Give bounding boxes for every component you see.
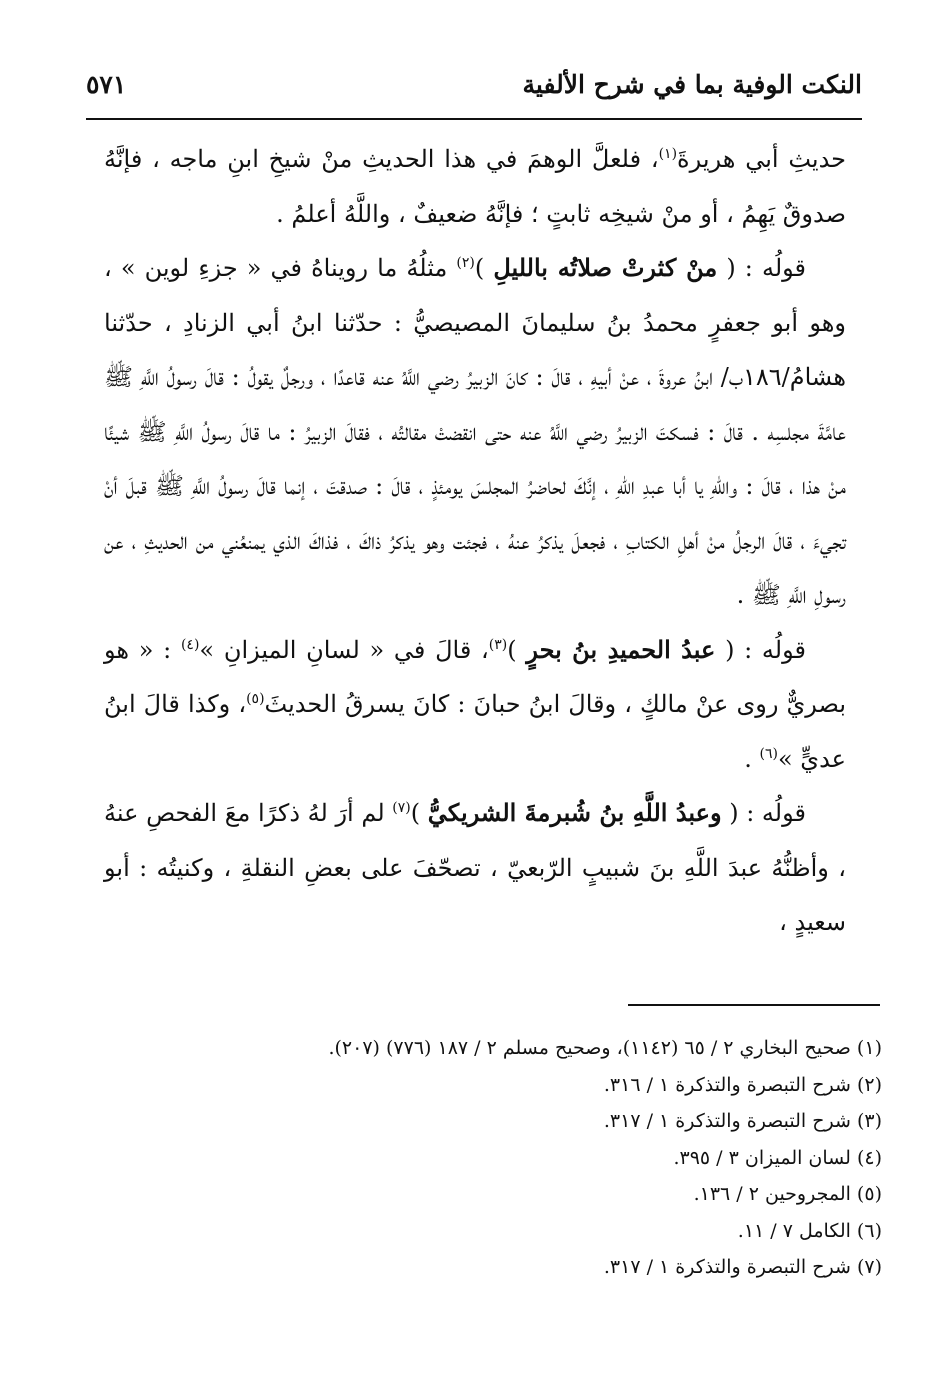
footnote-ref-2: (٢) bbox=[456, 255, 475, 271]
footnote-ref-1: (١) bbox=[658, 146, 678, 162]
page-number: ٥٧١ bbox=[86, 70, 127, 99]
footnote-ref-5: (٥) bbox=[246, 691, 265, 707]
lemma-2: منْ كثرتْ صلاتُه بالليلِ bbox=[493, 253, 718, 282]
paragraph-2: قولُه : ( منْ كثرتْ صلاتُه بالليلِ )$^{(٢)}$ مثلُهُ ما رويناهُ في « جزءِ لوين » ، وهو أبو جعفرٍ محمدُ بنُ سليمانَ المصيصيُّ : حدّثنا ابنُ أبي الزنادِ ، حدّثنا هشامُ/١٨٦ب/ ابنُ عروةَ ، عنْ أبيهِ ، قالَ : كانَ الزبيرُ رضي اللَّهُ عنه قاعدًا ، ورجلٌ يقولُ : قالَ رسولُ اللَّهِ ﷺ عامَّةَ مجلسِه . قالَ : فسكتَ الزبيرُ رضي اللَّهُ عنه حتى انقضتْ مقالتُه ، فقالَ الزبيرُ : ما قالَ رسولُ اللَّهِ ﷺ شيئًا منْ هذا ، قالَ : واللهِ يا أبا عبدِ اللهِ ، إنَّكَ لحاضرُ المجلسَ يومئذٍ ، قالَ : صدقتَ ، إنما قالَ رسولُ اللَّهِ ﷺ قبلَ أنْ تجيءَ ، قالَ الرجلُ منْ أهلِ الكتابِ ، فجعلَ يذكرُ عنهُ ، فجئت وهو يذكرُ ذاكَ ، فذاكَ الذي يمنعُني من الحديثِ ، عن رسولِ اللَّهِ ﷺ . bbox=[104, 253, 846, 609]
footnote-ref-3: (٣) bbox=[488, 636, 508, 653]
footnote-7: (٧) شرح التبصرة والتذكرة ١ / ٣١٧. bbox=[603, 1256, 882, 1278]
footnote-3: (٣) شرح التبصرة والتذكرة ١ / ٣١٧. bbox=[603, 1110, 882, 1132]
page-header bbox=[86, 58, 862, 118]
running-title: النكت الوفية بما في شرح الألفية bbox=[522, 70, 862, 99]
footnote-2: (٢) شرح التبصرة والتذكرة ١ / ٣١٦. bbox=[603, 1073, 882, 1096]
paragraph-4: قولُه : ( وعبدُ اللَّهِ بنُ شُبرمةَ الشريكيُّ )$^{(٧)}$ لم أرَ لهُ ذكرًا معَ الفحصِ عنهُ ، وأظنُّهُ عبدَ اللَّهِ بنَ شبيبٍ الرّبعيّ ، تصحّفَ على بعضِ النقلةِ ، وكنيتُه : أبو سعيدٍ ، bbox=[104, 798, 846, 936]
footnote-5: (٥) المجروحين ٢ / ١٣٦. bbox=[693, 1183, 882, 1205]
header-rule bbox=[86, 118, 862, 120]
footnote-ref-4: (٤) bbox=[180, 636, 200, 653]
paragraph-1: حديثِ أبي هريرةَ$^{(١)}$، فلعلَّ الوهمَ في هذا الحديثِ منْ شيخِ ابنِ ماجه ، فإنَّهُ صدوقٌ يَهِمُ ، أو منْ شيخِه ثابتٍ ؛ فإنَّهُ ضعيفٌ ، واللَّهُ أعلمُ . bbox=[104, 145, 846, 228]
body-text bbox=[104, 132, 846, 950]
footnote-ref-7: (٧) bbox=[392, 800, 411, 816]
lemma-4: وعبدُ اللَّهِ بنُ شُبرمةَ الشريكيُّ bbox=[427, 798, 722, 827]
footnote-6: (٦) الكامل ٧ / ١١. bbox=[737, 1219, 882, 1242]
footnote-ref-6: (٦) bbox=[759, 745, 778, 762]
footnotes bbox=[140, 1030, 882, 1286]
footnote-rule bbox=[628, 1004, 880, 1006]
lemma-3: عبدُ الحميدِ بنُ بحرٍ bbox=[526, 634, 716, 664]
footnote-4: (٤) لسان الميزان ٣ / ٣٩٥. bbox=[673, 1146, 882, 1169]
paragraph-3: قولُه : ( عبدُ الحميدِ بنُ بحرٍ )$^{(٣)}$، قالَ في « لسانِ الميزانِ »$^{(٤)}$ : « هو بصريٌّ روى عنْ مالكٍ ، وقالَ ابنُ حبانَ : كانَ يسرقُ الحديثَ$^{(٥)}$، وكذا قالَ ابنُ عديٍّ »$^{(٦)}$ . bbox=[104, 634, 846, 773]
footnote-1: (١) صحيح البخاري ٢ / ٦٥ (١١٤٢)، وصحيح مسلم ٢ / ١٨٧ (٧٧٦) (٢٠٧). bbox=[328, 1037, 882, 1059]
